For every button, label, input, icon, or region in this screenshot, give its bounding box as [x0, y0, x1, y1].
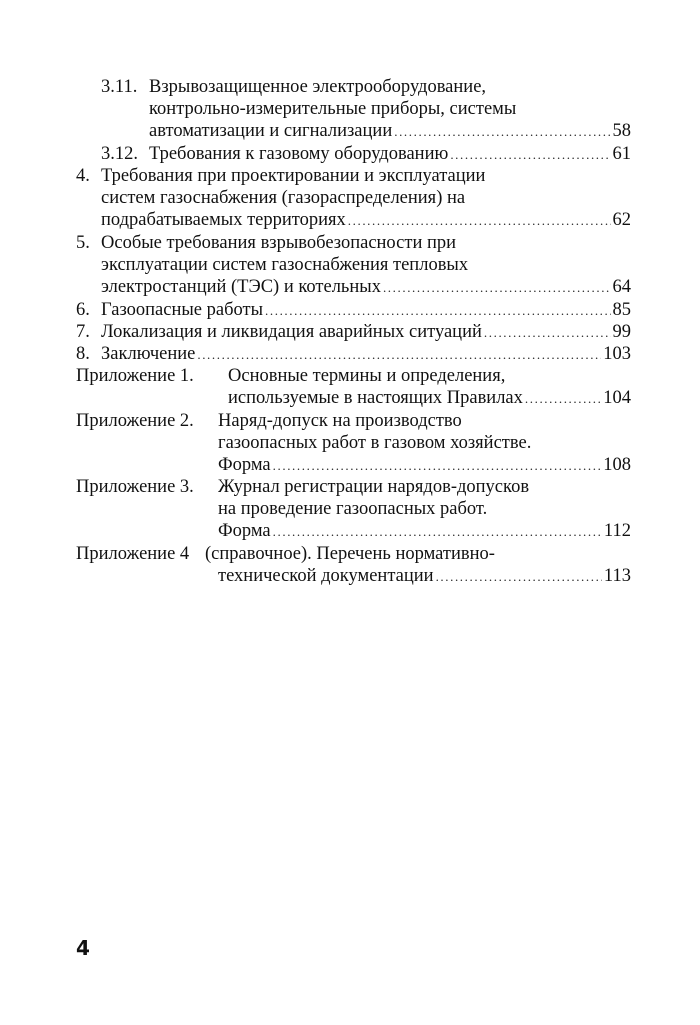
toc-entry-number: Приложение 2. — [76, 411, 194, 431]
toc-entry-title: систем газоснабжения (газораспределения) на — [101, 188, 466, 208]
toc-entry-title: Требования к газовому оборудованию ..... 61 — [149, 143, 631, 165]
toc-entry-title: Требования при проектировании и эксплуатации — [101, 166, 486, 186]
toc-page-number: 99 — [612, 322, 631, 342]
toc-entry-number: Приложение 1. — [76, 366, 194, 386]
toc-entry-number: 4. — [76, 166, 90, 186]
toc-entry-title: автоматизации и сигнализации ..... 58 — [149, 120, 631, 142]
toc-page-number: 113 — [603, 566, 631, 586]
toc-entry-number: 7. — [76, 322, 90, 342]
dot-leader — [273, 455, 602, 477]
dot-leader — [197, 344, 601, 366]
toc-entry-title: Форма ..... 112 — [218, 520, 631, 542]
toc-entry-number: 6. — [76, 300, 90, 320]
toc-entry-number: 5. — [76, 233, 90, 253]
toc-entry-title: Наряд-допуск на производство — [218, 411, 462, 431]
dot-leader — [394, 121, 610, 143]
dot-leader — [450, 144, 610, 166]
toc-entry-title: контрольно-измерительные приборы, системы — [149, 99, 517, 119]
dot-leader — [348, 210, 611, 232]
toc-entry-title: Основные термины и определения, — [228, 366, 506, 386]
toc-entry-title: подрабатываемых территориях ..... 62 — [101, 209, 631, 231]
toc-page-number: 103 — [603, 344, 631, 364]
page-number: 4 — [76, 936, 90, 960]
toc-page-number: 64 — [612, 277, 631, 297]
toc-entry-title: эксплуатации систем газоснабжения тепловых — [101, 255, 469, 275]
toc-entry-title: технической документации ..... 113 — [218, 565, 631, 587]
toc-entry-number: 8. — [76, 344, 90, 364]
toc-page-number: 85 — [612, 300, 631, 320]
dot-leader — [273, 521, 602, 543]
toc-entry-number: 3.12. — [101, 144, 138, 164]
dot-leader — [525, 388, 601, 410]
toc-entry-title: используемые в настоящих Правилах ..... 104 — [228, 387, 631, 409]
toc-page-number: 58 — [612, 121, 631, 141]
toc-entry-number: Приложение 4 — [76, 544, 190, 564]
toc-page-number: 61 — [612, 144, 631, 164]
toc-page-number: 108 — [603, 455, 631, 475]
dot-leader — [436, 566, 602, 588]
toc-page-number: 62 — [612, 210, 631, 230]
toc-entry-title: электростанций (ТЭС) и котельных ..... 64 — [101, 276, 631, 298]
toc-entry-title: газоопасных работ в газовом хозяйстве. — [218, 433, 532, 453]
toc-entry-title: Журнал регистрации нарядов-допусков — [218, 477, 530, 497]
toc-entry-number: Приложение 3. — [76, 477, 194, 497]
toc-entry-number: 3.11. — [101, 77, 138, 97]
dot-leader — [484, 322, 611, 344]
toc-page-number: 104 — [603, 388, 631, 408]
toc-entry-title: Форма ..... 108 — [218, 454, 631, 476]
dot-leader — [265, 300, 610, 322]
toc-page-number: 112 — [603, 521, 631, 541]
toc-entry-title: Газоопасные работы ..... 85 — [101, 299, 631, 321]
toc-entry-title: Взрывозащищенное электрооборудование, — [149, 77, 487, 97]
dot-leader — [383, 277, 611, 299]
toc-entry-title: Локализация и ликвидация аварийных ситуаций ..... 99 — [101, 321, 631, 343]
toc-entry-title: (справочное). Перечень нормативно- — [205, 544, 495, 564]
toc-entry-title: Особые требования взрывобезопасности при — [101, 233, 457, 253]
toc-entry-title: на проведение газоопасных работ. — [218, 499, 488, 519]
toc-entry-title: Заключение ..... 103 — [101, 343, 631, 365]
